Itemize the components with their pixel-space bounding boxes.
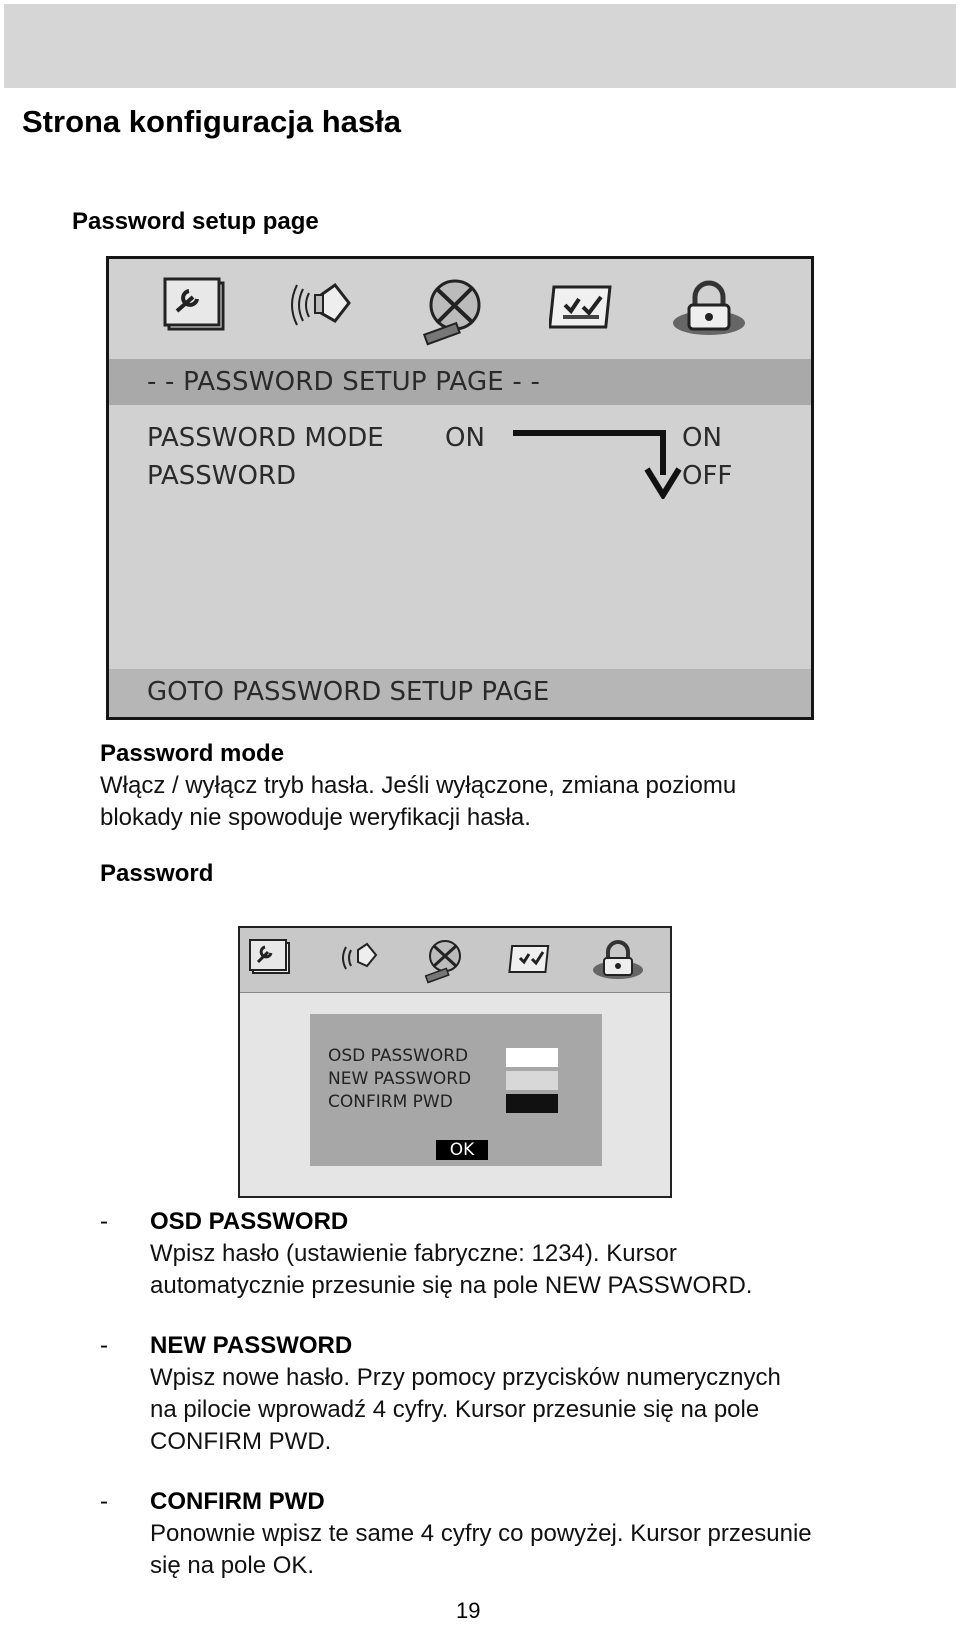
confirm-pwd-label: CONFIRM PWD [328, 1092, 453, 1112]
padlock-icon[interactable] [590, 938, 646, 982]
checklist-icon[interactable] [549, 277, 617, 337]
list-dash-new: - [100, 1332, 108, 1359]
padlock-icon[interactable] [669, 277, 749, 341]
password-mode-label[interactable]: PASSWORD MODE [147, 423, 384, 453]
list-dash-confirm: - [100, 1488, 108, 1515]
list-dash-osd: - [100, 1208, 108, 1235]
screen-footer-text: GOTO PASSWORD SETUP PAGE [147, 677, 550, 707]
new-password-text-1: Wpisz nowe hasło. Przy pomocy przycisków numerycznych [150, 1364, 781, 1391]
confirm-pwd-field[interactable] [506, 1094, 558, 1113]
osd-password-label: OSD PASSWORD [328, 1046, 469, 1066]
checklist-icon[interactable] [508, 938, 554, 978]
new-password-text-2: na pilocie wprowadź 4 cyfry. Kursor przesunie się na pole [150, 1396, 760, 1423]
password-setup-screen [106, 256, 814, 720]
section-subtitle: Password setup page [72, 208, 319, 235]
password-mode-text-1: Włącz / wyłącz tryb hasła. Jeśli wyłączone, zmiana poziomu [100, 772, 737, 799]
setup-icon-bar [109, 259, 811, 359]
tv-wrench-icon[interactable] [248, 938, 294, 978]
new-password-field[interactable] [506, 1071, 558, 1090]
option-on[interactable]: ON [682, 423, 722, 453]
selection-arrow-icon [513, 429, 683, 499]
osd-password-text-1: Wpisz hasło (ustawienie fabryczne: 1234). Kursor [150, 1240, 677, 1267]
new-password-text-3: CONFIRM PWD. [150, 1428, 332, 1455]
option-off[interactable]: OFF [682, 461, 733, 491]
film-reel-icon[interactable] [422, 938, 468, 984]
confirm-pwd-text-2: się na pole OK. [150, 1552, 315, 1579]
password-entry-screen [238, 926, 672, 1198]
password-mode-text-2: blokady nie spowoduje weryfikacji hasła. [100, 804, 531, 831]
film-reel-icon[interactable] [421, 277, 491, 347]
header-bar [4, 4, 956, 88]
new-password-label: NEW PASSWORD [328, 1069, 472, 1089]
password-heading: Password [100, 860, 214, 887]
screen-banner-title: - - PASSWORD SETUP PAGE - - [147, 367, 541, 397]
confirm-pwd-heading: CONFIRM PWD [150, 1488, 325, 1515]
speaker-icon[interactable] [291, 277, 361, 337]
confirm-pwd-text-1: Ponownie wpisz te same 4 cyfry co powyżej. Kursor przesunie [150, 1520, 812, 1547]
osd-password-field[interactable] [506, 1048, 558, 1067]
setup-icon-bar-small [240, 928, 670, 993]
password-mode-heading: Password mode [100, 740, 285, 767]
ok-button[interactable]: OK [436, 1140, 488, 1160]
osd-password-heading: OSD PASSWORD [150, 1208, 349, 1235]
page-number: 19 [456, 1598, 481, 1623]
password-entry-panel [310, 1014, 602, 1166]
osd-password-text-2: automatycznie przesunie się na pole NEW PASSWORD. [150, 1272, 753, 1299]
password-label[interactable]: PASSWORD [147, 461, 297, 491]
speaker-icon[interactable] [338, 938, 384, 978]
page-title: Strona konfiguracja hasła [22, 104, 401, 139]
password-mode-value: ON [445, 423, 485, 453]
tv-wrench-icon[interactable] [163, 277, 231, 335]
new-password-heading: NEW PASSWORD [150, 1332, 353, 1359]
